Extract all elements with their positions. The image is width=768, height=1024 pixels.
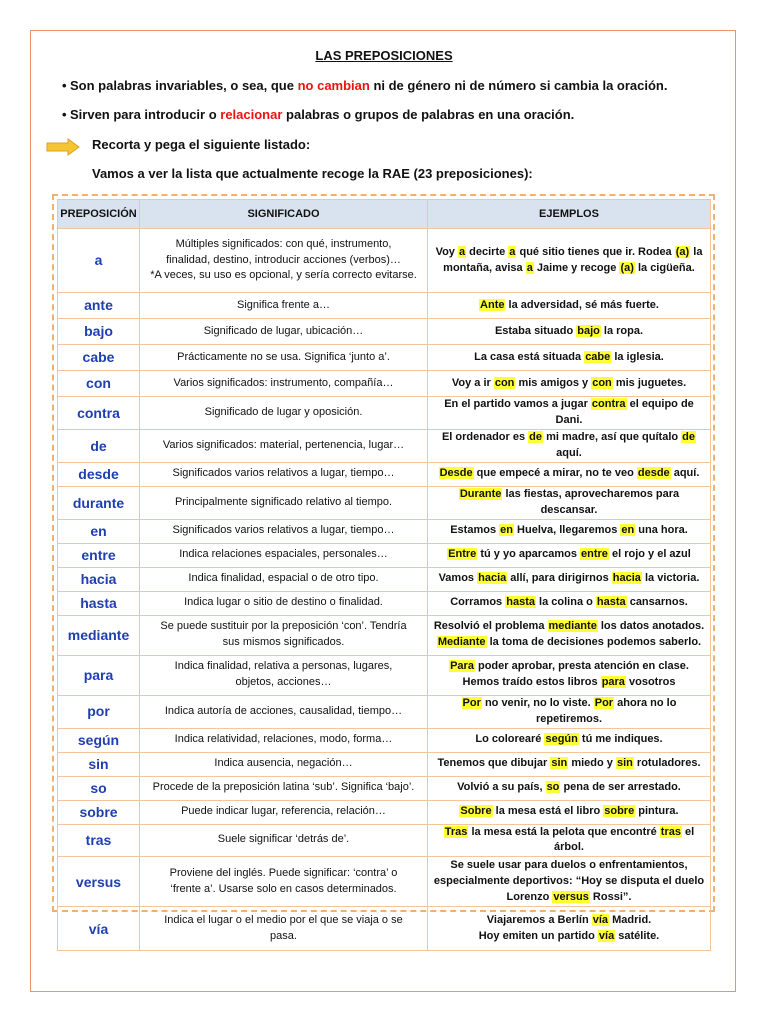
meaning-cell (140, 728, 428, 752)
example-text: aquí. (556, 446, 582, 459)
highlighted-preposition: Desde (439, 467, 473, 480)
highlighted-preposition: vía (592, 913, 609, 926)
example-text: El ordenador es (441, 430, 529, 443)
meaning-cell (140, 824, 428, 857)
meaning-cell (140, 591, 428, 615)
example-text: tú y yo aparcamos (477, 548, 580, 561)
example-text: mis amigos y (515, 376, 592, 389)
example-text: la mesa está el libro (492, 805, 604, 818)
bullet-relacionar: • Sirven para introducir o relacionar palabras o grupos de palabras en una oración. (70, 107, 574, 122)
example-text: la ropa. (600, 324, 644, 337)
meaning-line: objetos, acciones… (235, 676, 332, 689)
meaning-line: Procede de la preposición latina ‘sub’. Significa ‘bajo’. (152, 781, 415, 794)
meaning-line: Varios significados: material, pertenencia, lugar… (162, 438, 405, 451)
highlighted-preposition: desde (637, 467, 670, 480)
meaning-line: finalidad, destino, introducir acciones (verbos)… (166, 253, 401, 266)
table-row (58, 462, 711, 486)
meaning-line: Significado de lugar y oposición. (204, 405, 363, 418)
example-cell (428, 728, 711, 752)
example-text: Se suele usar para duelos o enfrentamientos, (450, 858, 688, 871)
preposition-cell: entre (58, 543, 140, 567)
preposition-cell: tras (58, 824, 140, 857)
example-text: poder aprobar, presta atención en clase. (474, 660, 689, 673)
table-row (58, 800, 711, 824)
example-line (431, 675, 707, 691)
highlighted-preposition: versus (553, 890, 589, 903)
meaning-cell (140, 567, 428, 591)
example-text: Resolvió el problema (433, 620, 548, 633)
preposition-cell: versus (58, 857, 140, 907)
highlighted-preposition: Durante (459, 487, 502, 500)
example-text: Hoy emiten un partido (478, 929, 598, 942)
example-line (431, 245, 707, 261)
meaning-line: Indica finalidad, relativa a personas, lugares, (174, 660, 393, 673)
example-cell (428, 319, 711, 345)
example-text: qué sitio tienes que ir. Rodea (516, 245, 675, 258)
instruction-line: Recorta y pega el siguiente listado: (92, 137, 311, 152)
example-text: los datos anotados. (597, 620, 705, 633)
highlighted-preposition: so (546, 781, 560, 794)
example-line (431, 756, 707, 772)
example-text: Lo colorearé (475, 733, 545, 746)
preposition-cell: vía (58, 907, 140, 951)
example-text: Rossi”. (589, 890, 632, 903)
meaning-cell (140, 397, 428, 430)
table-row (58, 397, 711, 430)
table-row (58, 345, 711, 371)
table-row (58, 907, 711, 951)
example-text: allí, para dirigirnos (507, 572, 612, 585)
highlighted-preposition: tras (660, 825, 681, 838)
table-row (58, 695, 711, 728)
table-body (58, 229, 711, 951)
example-cell (428, 591, 711, 615)
example-text: Jaime y recoge (533, 261, 620, 274)
preposition-cell: so (58, 776, 140, 800)
meaning-line: *A veces, su uso es opcional, y sería correcto evitarse. (150, 269, 417, 282)
example-line (431, 350, 707, 366)
example-line (431, 376, 707, 392)
prepositions-table (57, 199, 711, 951)
example-cell (428, 397, 711, 430)
example-line (431, 261, 707, 277)
example-cell (428, 543, 711, 567)
example-text: Hemos traído estos libros (462, 676, 601, 689)
example-cell (428, 655, 711, 695)
example-line (431, 858, 707, 874)
meaning-cell (140, 857, 428, 907)
meaning-line: Puede indicar lugar, referencia, relación… (181, 805, 386, 818)
example-line (431, 780, 707, 796)
table-row (58, 429, 711, 462)
meaning-line: sus mismos significados. (222, 636, 345, 649)
example-text: la victoria. (641, 572, 700, 585)
example-text: Estamos (450, 524, 500, 537)
example-line (431, 547, 707, 563)
meaning-cell (140, 519, 428, 543)
table-row (58, 486, 711, 519)
meaning-cell (140, 462, 428, 486)
highlighted-preposition: bajo (577, 324, 600, 337)
example-text: la iglesia. (611, 350, 664, 363)
meaning-line: Principalmente significado relativo al tiempo. (174, 495, 393, 508)
preposition-cell: cabe (58, 345, 140, 371)
example-line (431, 659, 707, 675)
example-cell (428, 857, 711, 907)
meaning-line: Indica relatividad, relaciones, modo, forma… (174, 733, 393, 746)
highlighted-preposition: sin (551, 757, 568, 770)
example-text: Tenemos que dibujar (437, 757, 551, 770)
preposition-cell: hasta (58, 591, 140, 615)
example-text: tú me indiques. (578, 733, 663, 746)
example-cell (428, 486, 711, 519)
preposition-cell: durante (58, 486, 140, 519)
highlighted-preposition: Tras (444, 825, 468, 838)
intro-line: Vamos a ver la lista que actualmente recoge la RAE (23 preposiciones): (92, 166, 533, 181)
highlighted-preposition: vía (598, 929, 615, 942)
meaning-cell (140, 319, 428, 345)
table-header-row (58, 200, 711, 229)
meaning-line: Múltiples significados: con qué, instrumento, (175, 237, 392, 250)
example-text: la mesa está la pelota que encontré (468, 825, 660, 838)
highlighted-preposition: según (545, 733, 578, 746)
example-text: mis juguetes. (612, 376, 687, 389)
highlighted-preposition: en (500, 524, 513, 537)
example-cell (428, 752, 711, 776)
example-text: Estaba situado (494, 324, 577, 337)
table-row (58, 728, 711, 752)
highlighted-preposition: entre (581, 548, 608, 561)
example-text: aquí. (670, 467, 700, 480)
example-cell (428, 776, 711, 800)
example-line (431, 595, 707, 611)
meaning-cell (140, 229, 428, 293)
example-line (431, 397, 707, 429)
table-row (58, 857, 711, 907)
example-text: Volvió a su país, (457, 781, 546, 794)
highlighted-preposition: para (601, 676, 625, 689)
table-row (58, 824, 711, 857)
meaning-line: Indica autoría de acciones, causalidad, tiempo… (164, 704, 403, 717)
highlighted-preposition: de (529, 430, 543, 443)
meaning-cell (140, 655, 428, 695)
example-text: En el partido vamos a jugar (444, 398, 591, 410)
meaning-cell (140, 752, 428, 776)
highlighted-preposition: Entre (448, 548, 477, 561)
meaning-line: Indica finalidad, espacial o de otro tipo. (188, 572, 379, 585)
example-line (431, 874, 707, 890)
example-text: que empecé a mirar, no te veo (473, 467, 637, 480)
example-cell (428, 567, 711, 591)
meaning-line: ‘frente a’. Usarse solo en casos determinados. (170, 882, 397, 895)
preposition-cell: a (58, 229, 140, 293)
example-text: la cigüeña. (634, 261, 695, 274)
preposition-cell: por (58, 695, 140, 728)
example-cell (428, 519, 711, 543)
example-cell (428, 229, 711, 293)
highlighted-preposition: con (494, 376, 515, 389)
example-cell (428, 429, 711, 462)
example-cell (428, 345, 711, 371)
example-line (431, 523, 707, 539)
highlighted-preposition: Sobre (460, 805, 492, 818)
meaning-cell (140, 543, 428, 567)
table-row (58, 371, 711, 397)
highlighted-preposition: sin (616, 757, 633, 770)
highlighted-preposition: hasta (506, 596, 535, 609)
example-text: las fiestas, aprovecharemos para descansar. (502, 487, 680, 516)
meaning-line: Suele significar ‘detrás de’. (217, 833, 350, 846)
example-text: Lorenzo (506, 890, 553, 903)
table-row (58, 229, 711, 293)
highlighted-preposition: (a) (675, 245, 690, 258)
meaning-cell (140, 695, 428, 728)
example-line (431, 696, 707, 728)
example-text: montaña, avisa (443, 261, 526, 274)
example-line (431, 466, 707, 482)
example-line (431, 298, 707, 314)
meaning-line: Significado de lugar, ubicación… (203, 324, 364, 337)
example-line (431, 635, 707, 651)
highlighted-preposition: hacia (478, 572, 507, 585)
example-text: la toma de decisiones podemos saberlo. (486, 636, 702, 649)
example-text: el rojo y el azul (608, 548, 691, 561)
example-line (431, 619, 707, 635)
preposition-cell: hacia (58, 567, 140, 591)
highlighted-preposition: sobre (604, 805, 635, 818)
meaning-line: Proviene del inglés. Puede significar: ‘contra’ o (169, 866, 398, 879)
preposition-cell: sin (58, 752, 140, 776)
example-text: una hora. (635, 524, 688, 537)
example-text: especialmente deportivos: “Hoy se disputa el duelo (433, 874, 705, 887)
bullet-invariables: • Son palabras invariables, o sea, que no cambian ni de género ni de número si cambia la oración. (70, 78, 667, 93)
table-row (58, 293, 711, 319)
highlighted-preposition: con (592, 376, 612, 389)
example-text: Viajaremos a Berlín (486, 913, 592, 926)
page-title: LAS PREPOSICIONES (315, 48, 453, 63)
preposition-cell: sobre (58, 800, 140, 824)
arrow-right-icon (46, 138, 80, 156)
meaning-cell (140, 800, 428, 824)
highlighted-preposition: hacia (612, 572, 641, 585)
example-text: cansarnos. (626, 596, 688, 609)
header-significado: SIGNIFICADO (140, 200, 428, 229)
example-text: mi madre, así que quítalo (543, 430, 682, 443)
table-row (58, 615, 711, 655)
example-cell (428, 293, 711, 319)
example-text: vosotros (625, 676, 676, 689)
highlighted-preposition: a (526, 261, 533, 274)
meaning-line: pasa. (270, 929, 297, 942)
meaning-line: Significa frente a… (237, 298, 330, 311)
highlighted-preposition: a (458, 245, 466, 258)
highlighted-preposition: Ante (480, 298, 505, 311)
example-text: Huelva, llegaremos (513, 524, 621, 537)
highlighted-preposition: Por (594, 696, 614, 709)
example-cell (428, 800, 711, 824)
example-text: Corramos (450, 596, 506, 609)
highlighted-preposition: Mediante (437, 636, 486, 649)
preposition-cell: mediante (58, 615, 140, 655)
meaning-cell (140, 429, 428, 462)
example-text: La casa está situada (474, 350, 585, 363)
preposition-cell: bajo (58, 319, 140, 345)
example-text: miedo y (568, 757, 616, 770)
highlighted-preposition: contra (591, 398, 626, 410)
meaning-cell (140, 293, 428, 319)
example-line (431, 913, 707, 929)
example-text: el equipo de Dani. (555, 398, 694, 426)
example-text: la colina o (535, 596, 596, 609)
table-row (58, 567, 711, 591)
table-row (58, 519, 711, 543)
table-row (58, 543, 711, 567)
highlighted-preposition: mediante (548, 620, 597, 633)
meaning-cell (140, 345, 428, 371)
example-text: Voy (435, 245, 458, 258)
highlighted-preposition: en (621, 524, 635, 537)
table-row (58, 776, 711, 800)
example-cell (428, 462, 711, 486)
preposition-cell: con (58, 371, 140, 397)
example-text: Madrid. (609, 913, 652, 926)
table-row (58, 655, 711, 695)
meaning-line: Prácticamente no se usa. Significa ‘junto a’. (177, 350, 390, 363)
meaning-line: Significados varios relativos a lugar, tiempo… (172, 524, 395, 537)
example-text: no venir, no lo viste. (481, 696, 594, 709)
preposition-cell: según (58, 728, 140, 752)
example-text: pintura. (635, 805, 679, 818)
meaning-cell (140, 907, 428, 951)
example-line (431, 487, 707, 519)
example-text: la (690, 245, 703, 258)
highlighted-preposition: de (682, 430, 696, 443)
example-text: Voy a ir (451, 376, 494, 389)
example-cell (428, 695, 711, 728)
example-text: el árbol. (554, 825, 695, 854)
meaning-cell (140, 776, 428, 800)
preposition-cell: de (58, 429, 140, 462)
preposition-cell: en (58, 519, 140, 543)
example-cell (428, 371, 711, 397)
meaning-line: Indica el lugar o el medio por el que se viaja o se (164, 913, 403, 926)
meaning-line: Indica ausencia, negación… (214, 757, 353, 770)
meaning-cell (140, 615, 428, 655)
example-text: rotuladores. (633, 757, 701, 770)
preposition-cell: para (58, 655, 140, 695)
highlighted-preposition: cabe (585, 350, 611, 363)
table-row (58, 319, 711, 345)
meaning-line: Varios significados: instrumento, compañía… (173, 376, 394, 389)
meaning-cell (140, 486, 428, 519)
example-text: satélite. (615, 929, 660, 942)
example-line (431, 324, 707, 340)
highlighted-preposition: Por (462, 696, 481, 709)
highlighted-preposition: hasta (596, 596, 626, 609)
example-line (431, 732, 707, 748)
table-row (58, 752, 711, 776)
example-text: Vamos (438, 572, 478, 585)
example-line (431, 929, 707, 945)
preposition-cell: desde (58, 462, 140, 486)
preposition-cell: ante (58, 293, 140, 319)
example-line (431, 571, 707, 587)
example-line (431, 825, 707, 857)
example-text: decirte (466, 245, 509, 258)
meaning-cell (140, 371, 428, 397)
meaning-line: Indica lugar o sitio de destino o finalidad. (184, 596, 383, 609)
table-row (58, 591, 711, 615)
example-line (431, 890, 707, 906)
preposition-cell: contra (58, 397, 140, 430)
header-preposicion: PREPOSICIÓN (58, 200, 140, 229)
example-cell (428, 907, 711, 951)
highlighted-preposition: Para (450, 660, 474, 673)
example-cell (428, 615, 711, 655)
highlighted-preposition: a (509, 245, 516, 258)
meaning-line: Significados varios relativos a lugar, tiempo… (172, 467, 395, 480)
example-text: pena de ser arrestado. (560, 781, 681, 794)
example-cell (428, 824, 711, 857)
meaning-line: Indica relaciones espaciales, personales… (179, 548, 388, 561)
header-ejemplos: EJEMPLOS (428, 200, 711, 229)
example-line (431, 804, 707, 820)
meaning-line: Se puede sustituir por la preposición ‘con’. Tendría (160, 620, 407, 633)
example-line (431, 430, 707, 462)
example-text: ahora no lo repetiremos. (535, 696, 677, 725)
example-text: la adversidad, sé más fuerte. (505, 298, 659, 311)
highlighted-preposition: (a) (620, 261, 634, 274)
